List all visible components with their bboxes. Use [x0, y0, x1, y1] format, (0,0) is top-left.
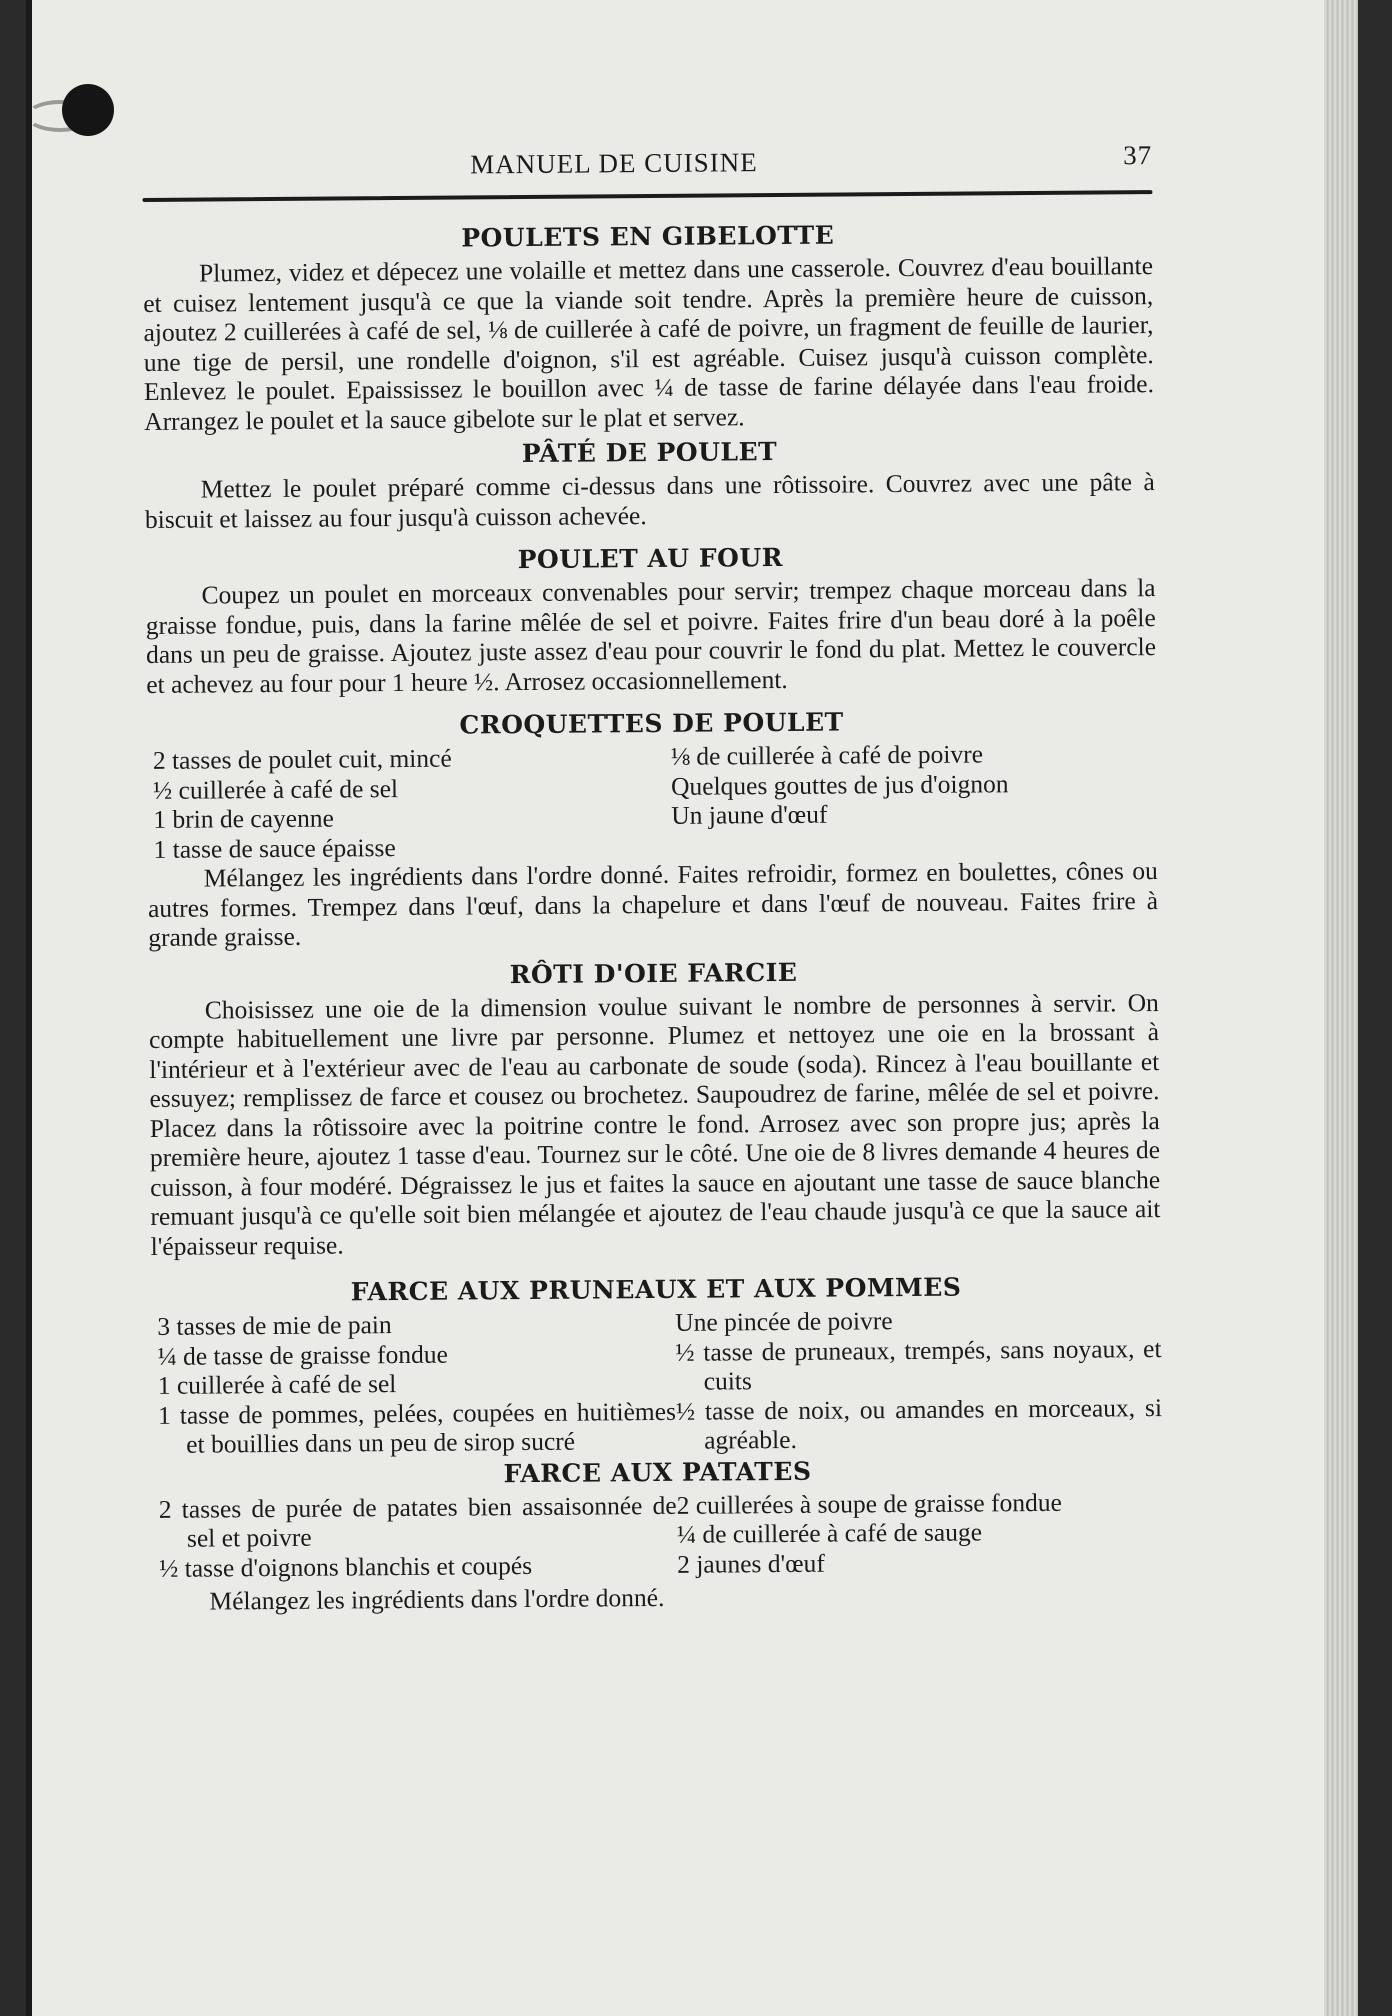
- binder-hole: [62, 84, 114, 136]
- ingredient-item: ¼ de cuillerée à café de sauge: [676, 1517, 983, 1549]
- ingredient-item: ½ tasse de noix, ou amandes en morceaux, si agréable.: [675, 1392, 1163, 1455]
- recipe-paragraph: Mettez le poulet préparé comme ci-dessus dans une rôtissoire. Couvrez avec une pâte à biscuit et laissez au four jusqu'à cuisson achevée.: [144, 467, 1155, 534]
- recipe-paragraph: Coupez un poulet en morceaux convenables pour servir; trempez chaque morceau dans la graisse fondue, puis, dans la farine mêlée de sel et poivre. Faites frire d'un beau doré à la poêle dans un peu de graisse. Ajoutez juste assez d'eau pour couvrir le fond du plat. Mettez le couvercle et achevez au four pour 1 heure ½. Arrosez occasionnellement.: [145, 573, 1157, 699]
- ingredient-item: 3 tasses de mie de pain: [157, 1310, 392, 1341]
- recipe-paragraph: Mélangez les ingrédients dans l'ordre donné.: [209, 1582, 665, 1616]
- ingredient-list-left: [157, 1308, 676, 1460]
- ingredient-columns: [153, 738, 1158, 864]
- recipe-paragraph: Choisissez une oie de la dimension voulue suivant le nombre de personnes à servir. On compte habituellement une livre par personne. Plumez et nettoyez une oie en la brossant à l'intérieur et à l'extérieur avec de l'eau au carbonate de soude (soda). Rincez à l'eau bouillante et essuyez; remplissez de farce et cousez ou brochetez. Saupoudrez de farine, mêlée de sel et poivre. Placez dans la rôtissoire avec la poitrine contre le fond. Arrosez avec son propre jus; après la première heure, ajoutez 1 tasse d'eau. Tournez sur le côté. Une oie de 8 livres demande 4 heures de cuisson, à four modéré. Dégraissez le jus et faites la sauce en ajoutant une tasse de sauce blanche remuant jusqu'à ce qu'elle soit bien mélangée et ajoutez de l'eau chaude jusqu'à ce que la sauce ait l'épaisseur requise.: [148, 987, 1161, 1261]
- ingredient-item: 1 brin de cayenne: [153, 803, 334, 834]
- ingredient-item: ½ tasse de pruneaux, trempés, sans noyaux, et cuits: [675, 1333, 1162, 1396]
- running-title: MANUEL DE CUISINE: [470, 147, 758, 180]
- page-number: 37: [1123, 140, 1153, 171]
- header-rule: [142, 190, 1152, 202]
- section-heading: FARCE AUX PRUNEAUX ET AUX POMMES: [350, 1272, 962, 1307]
- ingredient-columns: [159, 1487, 1164, 1583]
- ingredient-item: Quelques gouttes de jus d'oignon: [670, 768, 1009, 801]
- section-heading: PÂTÉ DE POULET: [521, 437, 778, 469]
- running-header: [142, 132, 1152, 186]
- page-content: [142, 132, 1164, 1616]
- recipe-paragraph: Mélangez les ingrédients dans l'ordre donné. Faites refroidir, formez en boulettes, cônes ou autres formes. Trempez dans l'œuf, dans la chapelure et dans l'œuf de nouveau. Faites frire à grande graisse.: [147, 856, 1159, 952]
- section-heading: CROQUETTES DE POULET: [459, 707, 844, 740]
- section-heading: POULETS EN GIBELOTTE: [461, 220, 835, 253]
- ingredient-item: 1 tasse de pommes, pelées, coupées en huitièmes et bouillies dans un peu de sirop sucré: [157, 1396, 677, 1459]
- ingredient-item: 1 tasse de sauce épaisse: [153, 832, 396, 864]
- ingredient-columns: [157, 1304, 1162, 1459]
- section-heading: FARCE AUX PATATES: [503, 1456, 812, 1488]
- ingredient-item: 2 tasses de purée de patates bien assaisonnée de sel et poivre: [158, 1490, 677, 1553]
- ingredient-list-right: [675, 1304, 1162, 1455]
- ingredient-item: ½ cuillerée à café de sel: [152, 773, 399, 805]
- ingredient-item: ½ tasse d'oignons blanchis et coupés: [159, 1550, 533, 1583]
- ingredient-item: ¼ de tasse de graisse fondue: [157, 1339, 448, 1371]
- ingredient-item: 2 tasses de poulet cuit, mincé: [152, 743, 452, 775]
- ingredient-item: ⅛ de cuillerée à café de poivre: [670, 739, 984, 771]
- ingredient-list-left: [159, 1490, 678, 1583]
- ingredient-list-right: [671, 738, 1158, 860]
- ingredient-item: Une pincée de poivre: [675, 1306, 893, 1337]
- section-heading: POULET AU FOUR: [517, 542, 784, 575]
- ingredient-item: Un jaune d'œuf: [671, 799, 828, 830]
- ingredient-list-right: [677, 1487, 1164, 1579]
- page-stack-edge: [1324, 0, 1358, 2016]
- section-heading: RÔTI D'OIE FARCIE: [509, 957, 798, 989]
- ingredient-item: 2 cuillerées à soupe de graisse fondue: [676, 1487, 1062, 1520]
- ingredient-item: 1 cuillerée à café de sel: [157, 1369, 397, 1400]
- ingredient-item: 2 jaunes d'œuf: [677, 1548, 825, 1579]
- recipe-paragraph: Plumez, videz et dépecez une volaille et mettez dans une casserole. Couvrez d'eau bouillante et cuisez lentement jusqu'à ce que la viande soit tendre. Après la première heure de cuisson, ajoutez 2 cuillerées à café de sel, ⅛ de cuillerée à café de poivre, un fragment de feuille de laurier, une tige de persil, une rondelle d'oignon, s'il est agréable. Cuisez jusqu'à cuisson complète. Enlevez le poulet. Epaississez le bouillon avec ¼ de tasse de farine délayée dans l'eau froide. Arrangez le poulet et la sauce gibelote sur le plat et servez.: [143, 251, 1155, 436]
- ingredient-list-left: [153, 742, 672, 864]
- book-page: [26, 0, 1358, 2016]
